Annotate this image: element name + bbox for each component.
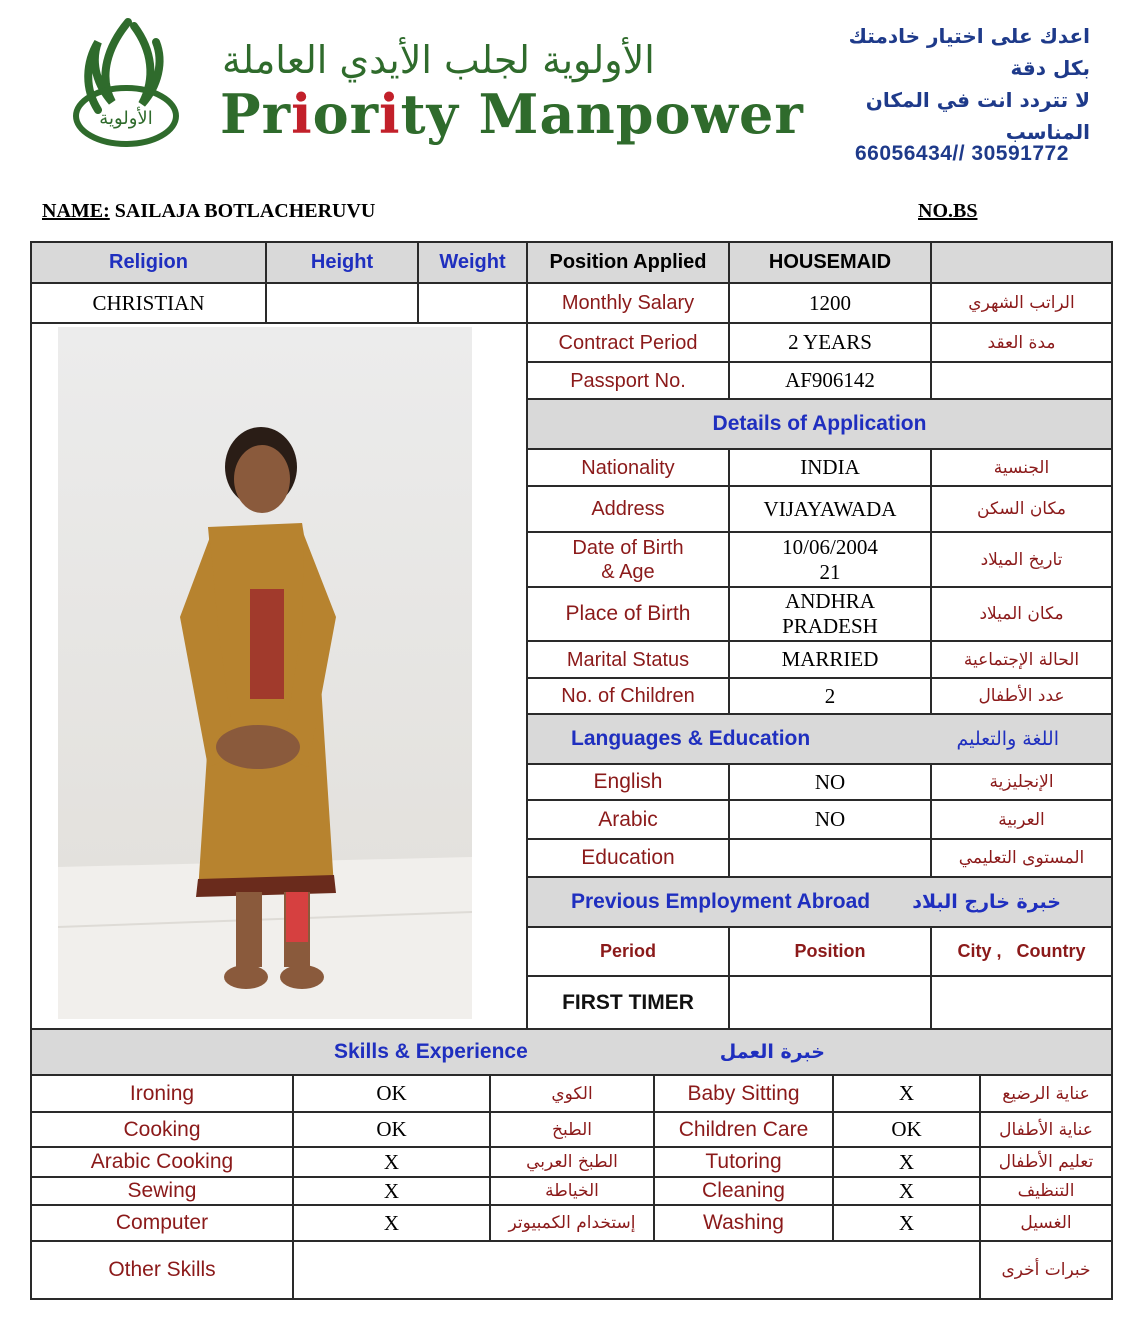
- skill-computer-ar: إستخدام الكمبيوتر: [489, 1204, 655, 1242]
- position-applied-ar-blank: [930, 241, 1113, 284]
- contract-period-value: 2 YEARS: [728, 322, 932, 363]
- arabic-value: NO: [728, 799, 932, 840]
- skill-cooking-label: Cooking: [30, 1111, 294, 1148]
- dob-date-value: 10/06/2004: [782, 534, 878, 559]
- other-skills-ar: خبرات أخرى: [979, 1240, 1113, 1300]
- skill-cooking-value: OK: [292, 1111, 491, 1148]
- employment-period-header: Period: [526, 926, 730, 977]
- nationality-value: INDIA: [728, 448, 932, 487]
- children-ar: عدد الأطفال: [930, 677, 1113, 715]
- skill-arabic-cooking-label: Arabic Cooking: [30, 1146, 294, 1178]
- company-logo: [42, 10, 810, 162]
- name-line: [42, 200, 375, 223]
- logo-arabic-name: الأولوية لجلب الأيدي العاملة: [222, 38, 655, 82]
- skill-children-care-value: OK: [832, 1111, 981, 1148]
- religion-value: CHRISTIAN: [30, 282, 267, 324]
- name-value: SAILAJA BOTLACHERUVU: [114, 200, 376, 222]
- position-applied-header: Position Applied: [526, 241, 730, 284]
- employment-title-ar: خبرة خارج البلاد: [912, 891, 1061, 913]
- employment-position-header: Position: [728, 926, 932, 977]
- weight-header: Weight: [417, 241, 528, 284]
- skill-baby-sitting-label: Baby Sitting: [653, 1074, 834, 1113]
- passport-label: Passport No.: [526, 361, 730, 400]
- employment-city-header: City , Country: [930, 926, 1113, 977]
- passport-value: AF906142: [728, 361, 932, 400]
- marital-status-value: MARRIED: [728, 640, 932, 679]
- candidate-photo: [58, 327, 472, 1019]
- skill-sewing-value: X: [292, 1176, 491, 1206]
- other-skills-label: Other Skills: [30, 1240, 294, 1300]
- education-ar: المستوى التعليمي: [930, 838, 1113, 878]
- contract-period-ar: مدة العقد: [930, 322, 1113, 363]
- nationality-ar: الجنسية: [930, 448, 1113, 487]
- logo-emblem-icon: [68, 16, 190, 148]
- skill-ironing-value: OK: [292, 1074, 491, 1113]
- skill-computer-label: Computer: [30, 1204, 294, 1242]
- skill-children-care-label: Children Care: [653, 1111, 834, 1148]
- english-label: English: [526, 763, 730, 801]
- tagline-line-2: لا تتردد انت في المكان المناسب: [865, 88, 1090, 144]
- employment-period-value: FIRST TIMER: [526, 975, 730, 1030]
- logo-emblem-text: الأولوية: [99, 108, 153, 129]
- skill-sewing-ar: الخياطة: [489, 1176, 655, 1206]
- skill-sewing-label: Sewing: [30, 1176, 294, 1206]
- skill-cooking-ar: الطبخ: [489, 1111, 655, 1148]
- employment-position-value: [728, 975, 932, 1030]
- position-applied-value: HOUSEMAID: [728, 241, 932, 284]
- dob-value: [728, 531, 932, 588]
- skill-tutoring-value: X: [832, 1146, 981, 1178]
- contract-period-label: Contract Period: [526, 322, 730, 363]
- education-label: Education: [526, 838, 730, 878]
- monthly-salary-ar: الراتب الشهري: [930, 282, 1113, 324]
- skill-cleaning-value: X: [832, 1176, 981, 1206]
- place-of-birth-value: [728, 586, 932, 642]
- marital-status-ar: الحالة الإجتماعية: [930, 640, 1113, 679]
- place-of-birth-label: Place of Birth: [526, 586, 730, 642]
- address-ar: مكان السكن: [930, 485, 1113, 533]
- english-ar: الإنجليزية: [930, 763, 1113, 801]
- employment-section-title: [526, 876, 1113, 928]
- name-label: NAME:: [42, 200, 110, 222]
- skill-washing-ar: الغسيل: [979, 1204, 1113, 1242]
- skill-baby-sitting-value: X: [832, 1074, 981, 1113]
- tagline: [830, 20, 1090, 148]
- phone-numbers: 66056434// 30591772: [855, 142, 1069, 165]
- dob-label-line-1: Date of Birth: [572, 536, 684, 559]
- address-label: Address: [526, 485, 730, 533]
- skills-title-ar: خبرة العمل: [719, 1041, 825, 1063]
- height-value: [265, 282, 419, 324]
- height-header: Height: [265, 241, 419, 284]
- dob-label: [526, 531, 730, 588]
- place-of-birth-ar: مكان الميلاد: [930, 586, 1113, 642]
- candidate-figure-icon: [58, 327, 472, 1019]
- arabic-ar: العربية: [930, 799, 1113, 840]
- skill-washing-value: X: [832, 1204, 981, 1242]
- number-label: NO.BS: [918, 200, 978, 222]
- weight-value: [417, 282, 528, 324]
- details-section-title: Details of Application: [526, 398, 1113, 450]
- employment-city-value: [930, 975, 1113, 1030]
- children-label: No. of Children: [526, 677, 730, 715]
- skill-computer-value: X: [292, 1204, 491, 1242]
- employment-title-en: Previous Employment Abroad: [571, 890, 871, 913]
- skill-cleaning-label: Cleaning: [653, 1176, 834, 1206]
- languages-section-title: [526, 713, 1113, 765]
- address-value: VIJAYAWADA: [728, 485, 932, 533]
- place-of-birth-line-2: PRADESH: [782, 614, 878, 638]
- languages-title-en: Languages & Education: [571, 727, 811, 750]
- arabic-label: Arabic: [526, 799, 730, 840]
- skill-tutoring-label: Tutoring: [653, 1146, 834, 1178]
- skills-title-en: Skills & Experience: [334, 1040, 528, 1063]
- dob-label-line-2: & Age: [601, 560, 655, 583]
- languages-title-ar: اللغة والتعليم: [956, 728, 1059, 750]
- skill-baby-sitting-ar: عناية الرضيع: [979, 1074, 1113, 1113]
- other-skills-value: [292, 1240, 981, 1300]
- skill-ironing-ar: الكوي: [489, 1074, 655, 1113]
- logo-english-name: Priority Manpower: [220, 82, 804, 146]
- nationality-label: Nationality: [526, 448, 730, 487]
- children-value: 2: [728, 677, 932, 715]
- skill-arabic-cooking-ar: الطبخ العربي: [489, 1146, 655, 1178]
- dob-ar: تاريخ الميلاد: [930, 531, 1113, 588]
- education-value: [728, 838, 932, 878]
- passport-ar-blank: [930, 361, 1113, 400]
- religion-header: Religion: [30, 241, 267, 284]
- skill-tutoring-ar: تعليم الأطفال: [979, 1146, 1113, 1178]
- skill-washing-label: Washing: [653, 1204, 834, 1242]
- skill-children-care-ar: عناية الأطفال: [979, 1111, 1113, 1148]
- english-value: NO: [728, 763, 932, 801]
- skill-arabic-cooking-value: X: [292, 1146, 491, 1178]
- skill-ironing-label: Ironing: [30, 1074, 294, 1113]
- tagline-line-1: اعدك على اختيار خادمتك بكل دقة: [848, 24, 1090, 80]
- age-value: 21: [819, 559, 841, 584]
- marital-status-label: Marital Status: [526, 640, 730, 679]
- skills-section-title: [30, 1028, 1113, 1076]
- monthly-salary-value: 1200: [728, 282, 932, 324]
- monthly-salary-label: Monthly Salary: [526, 282, 730, 324]
- place-of-birth-line-1: ANDHRA: [785, 589, 875, 613]
- skill-cleaning-ar: التنظيف: [979, 1176, 1113, 1206]
